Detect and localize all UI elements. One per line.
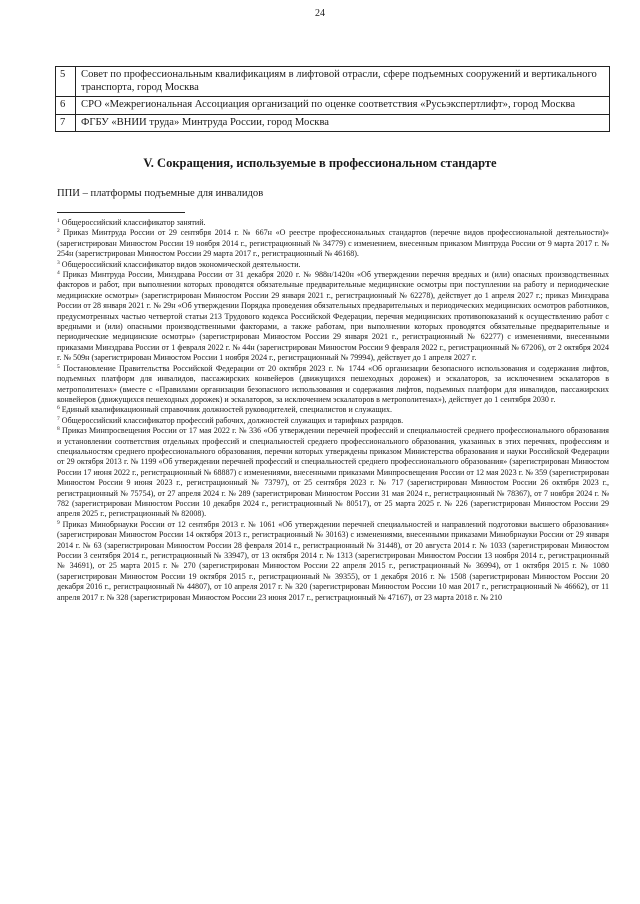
- footnote-number: 2: [57, 228, 60, 235]
- footnote: [57, 364, 609, 406]
- footnotes: [57, 218, 609, 603]
- footnote-text: Общероссийский классификатор профессий рабочих, должностей служащих и тарифных разрядов.: [61, 415, 404, 425]
- row-number: 6: [56, 97, 76, 115]
- footnote-number: 6: [57, 405, 60, 412]
- footnote-text: Приказ Минобрнауки России от 12 сентября 2013 г. № 1061 «Об утверждении перечней специальностей и направлений подготовки высшего образования» (зарегистрирован Минюстом России 14 октября 2013 г., регистрационный № 30163) с изменениями, внесенными приказами Минобрнауки России от 29 января 2014 г. № 63 (зарегистрирован Минюстом России 28 февраля 2014 г., регистрационный № 31448), от 20 августа 2014 г. № 1033 (зарегистрирован Минюстом России 3 сентября 2014 г., регистрационный № 33947), от 13 октября 2014 г. № 1313 (зарегистрирован Минюстом России 13 ноября 2014 г., регистрационный № 34691), от 25 марта 2015 г. № 270 (зарегистрирован Минюстом России 22 апреля 2015 г., регистрационный № 36994), от 1 октября 2015 г. № 1080 (зарегистрирован Минюстом России 19 октября 2015 г., регистрационный № 39355), от 1 декабря 2016 г. № 1508 (зарегистрирован Минюстом России 20 декабря 2016 г., регистрационный № 44807), от 10 апреля 2017 г. № 320 (зарегистрирован Минюстом России 10 мая 2017 г., регистрационный № 46662), от 11 апреля 2017 г. № 328 (зарегистрирован Минюстом России 23 июня 2017 г., регистрационный № 47167), от 23 марта 2018 г. № 210: [57, 519, 609, 602]
- footnote: [57, 520, 609, 603]
- organization-name: СРО «Межрегиональная Ассоциация организаций по оценке соответствия «Русьэкспертлифт», город Москва: [76, 97, 610, 115]
- row-number: 5: [56, 67, 76, 97]
- abbreviation: ППИ – платформы подъемные для инвалидов: [57, 188, 264, 199]
- footnote-number: 7: [57, 415, 60, 422]
- footnote-number: 5: [57, 363, 60, 370]
- footnote-number: 4: [57, 270, 60, 277]
- footnote: [57, 228, 609, 259]
- organizations-table: [55, 66, 610, 132]
- footnote-divider: [57, 212, 185, 213]
- footnote: [57, 270, 609, 364]
- footnote: [57, 218, 609, 228]
- footnote-text: Приказ Минпросвещения России от 17 мая 2022 г. № 336 «Об утверждении перечней профессий и специальностей среднего профессионального образования и установлении соответствия отдельных профессий и специальностей среднего профессионального образования, указанных в этих перечнях, профессиям и специальностям среднего профессионального образования, перечни которых утверждены приказом Министерства образования и науки Российской Федерации от 29 октября 2013 г. № 1199 «Об утверждении перечней профессий и специальностей среднего профессионального образования» (зарегистрирован Минюстом России 17 июня 2022 г., регистрационный № 68887) с изменениями, внесенными приказами Минпросвещения России от 12 мая 2023 г. № 359 (зарегистрирован Минюстом России 9 июня 2023 г., регистрационный № 73797), от 25 сентября 2023 г. № 717 (зарегистрирован Минюстом России 26 октября 2023 г., регистрационный № 75754), от 27 апреля 2024 г. № 289 (зарегистрирован Минюстом России 31 мая 2024 г., регистрационный № 78367), от 7 ноября 2024 г. № 782 (зарегистрирован Минюстом России 10 декабря 2024 г., регистрационный № 80517), от 25 марта 2025 г. № 226 (зарегистрирован Минюстом России 29 апреля 2025 г., регистрационный № 82008).: [57, 426, 610, 519]
- footnote-text: Постановление Правительства Российской Федерации от 20 октября 2023 г. № 1744 «Об организации безопасного использования и содержания лифтов, подъемных платформ для инвалидов, пассажирских конвейеров (движущихся пешеходных дорожек) и эскалаторов, за исключением эскалаторов в метрополитенах» (вместе с «Правилами организации безопасного использования и содержания лифтов, подъемных платформ для инвалидов, пассажирских конвейеров (движущихся пешеходных дорожек) и эскалаторов, за исключением эскалаторов в метрополитенах»), действует до 1 сентября 2030 г.: [57, 363, 609, 404]
- footnote-text: Общероссийский классификатор видов экономической деятельности.: [61, 259, 301, 269]
- footnote: [57, 416, 609, 426]
- footnote-text: Приказ Минтруда России, Минздрава России от 31 декабря 2020 г. № 988н/1420н «Об утверждении перечня вредных и (или) опасных производственных факторов и работ, при выполнении которых проводятся обязательные предварительные медицинские осмотры при поступлении на работу и периодические медицинские осмотры» (зарегистрирован Минюстом России 29 января 2021 г., регистрационный № 62278), действует до 1 апреля 2027 г.; приказ Минздрава России от 28 января 2021 г. № 29н «Об утверждении Порядка проведения обязательных предварительных и периодических медицинских осмотров работников, предусмотренных частью четвертой статьи 213 Трудового кодекса Российской Федерации, перечня медицинских противопоказаний к осуществлению работ с вредными и (или) опасными производственными факторами, а также работам, при выполнении которых проводятся обязательные предварительные и периодические медицинские осмотры» (зарегистрирован Минюстом России 29 января 2021 г., регистрационный № 62277) с изменениями, внесенными приказами Минздрава России от 1 февраля 2022 г. № 44н (зарегистрирован Минюстом России 9 февраля 2022 г., регистрационный № 67206), от 2 октября 2024 г. № 509н (зарегистрирован Минюстом России 1 ноября 2024 г., регистрационный № 79994), действует до 1 апреля 2027 г.: [57, 270, 609, 363]
- footnote-number: 3: [57, 259, 60, 266]
- footnote: [57, 405, 609, 415]
- footnote: [57, 260, 609, 270]
- row-number: 7: [56, 114, 76, 132]
- table-row: [56, 114, 610, 132]
- organization-name: ФГБУ «ВНИИ труда» Минтруда России, город Москва: [76, 114, 610, 132]
- footnote-number: 9: [57, 519, 60, 526]
- section-title: V. Сокращения, используемые в профессиональном стандарте: [143, 156, 497, 170]
- footnote: [57, 426, 609, 520]
- footnote-text: Приказ Минтруда России от 29 сентября 2014 г. № 667н «О реестре профессиональных стандартов (перечне видов профессиональной деятельности)» (зарегистрирован Минюстом России 19 ноября 2014 г., регистрационный № 34779) с изменением, внесенным приказом Минтруда России от 9 марта 2017 г. № 254н (зарегистрирован Минюстом России 29 марта 2017 г., регистрационный № 46168).: [57, 228, 609, 259]
- footnote-number: 1: [57, 218, 60, 224]
- page-number: 24: [315, 8, 325, 19]
- footnote-number: 8: [57, 426, 60, 433]
- footnote-text: Единый квалификационный справочник должностей руководителей, специалистов и служащих.: [61, 405, 392, 415]
- organization-name: Совет по профессиональным квалификациям в лифтовой отрасли, сфере подъемных сооружений и вертикального транспорта, город Москва: [76, 67, 610, 97]
- table-row: [56, 97, 610, 115]
- table-row: [56, 67, 610, 97]
- footnote-text: Общероссийский классификатор занятий.: [61, 218, 206, 227]
